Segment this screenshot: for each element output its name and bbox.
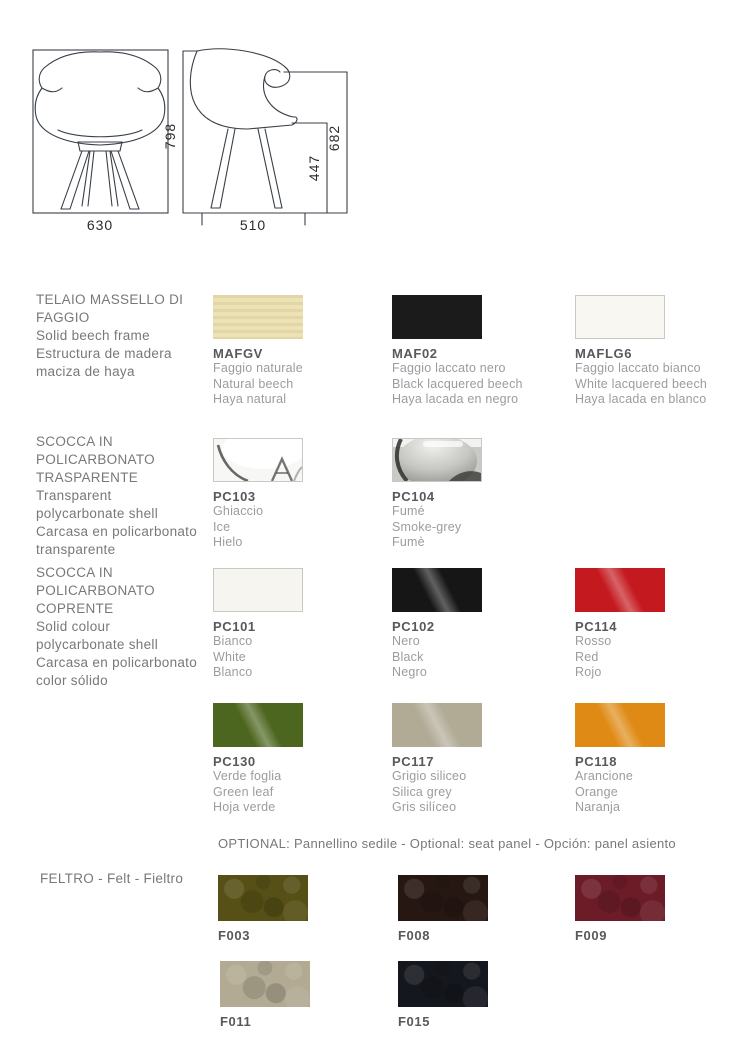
swatch-code: PC118 [575,754,618,769]
swatch-cell-f008 [398,875,528,943]
swatch-code: F015 [398,1014,431,1029]
swatch-code: PC117 [392,754,435,769]
swatch-pc118 [575,703,665,747]
section-frame-description [36,291,183,381]
swatch-desc-en: White [213,649,246,664]
swatch-code: PC114 [575,619,618,634]
section-title-line: TRASPARENTE [36,470,139,485]
swatch-desc-it: Arancione [575,769,634,783]
swatch-cell-maflg6 [575,295,708,408]
swatch-f009 [575,875,665,921]
dim-height-back: 682 [326,124,342,152]
dim-height-seat: 447 [306,154,322,182]
swatch-desc-es: Fumè [392,535,425,549]
section-desc-line: polycarbonate shell [36,506,159,521]
front-dim-box [33,50,168,213]
section-desc-line: polycarbonate shell [36,637,159,652]
swatch-code: MAF02 [392,346,438,361]
swatch-cell-pc101 [213,568,343,681]
swatch-code: MAFGV [213,346,263,361]
swatch-desc-es: Haya natural [213,392,287,406]
section-title-line: SCOCCA IN [36,565,113,580]
section-title-line: SCOCCA IN [36,434,113,449]
swatch-desc-it: Bianco [213,634,253,648]
swatch-desc-en: Smoke-grey [392,519,462,534]
section-title-line: COPRENTE [36,601,114,616]
swatch-code: PC101 [213,619,256,634]
swatch-desc-it: Faggio laccato nero [392,361,506,375]
swatch-cell-pc102 [392,568,522,681]
swatch-desc-es: Rojo [575,665,602,679]
swatch-cell-mafgv [213,295,343,408]
swatch-cell-pc117 [392,703,522,816]
swatch-cell-maf02 [392,295,522,408]
section-title-line: POLICARBONATO [36,452,155,467]
optional-seat-panel-note: OPTIONAL: Pannellino sedile - Optional: seat panel - Opción: panel asiento [218,836,676,851]
swatch-desc-es: Haya lacada en blanco [575,392,707,406]
section-title-line: POLICARBONATO [36,583,155,598]
section-desc-line: maciza de haya [36,364,135,379]
swatch-code: PC103 [213,489,256,504]
swatch-desc-it: Rosso [575,634,612,648]
section-desc-line: Estructura de madera [36,346,172,361]
swatch-code: MAFLG6 [575,346,633,361]
swatch-code: PC130 [213,754,256,769]
swatch-desc-it: Ghiaccio [213,504,264,518]
swatch-f008 [398,875,488,921]
swatch-desc-it: Nero [392,634,420,648]
swatch-desc-it: Faggio laccato bianco [575,361,701,375]
swatch-code: F003 [218,928,251,943]
swatch-desc-it: Faggio naturale [213,361,303,375]
swatch-mafgv [213,295,303,339]
section-title-line: TELAIO MASSELLO DI [36,292,184,307]
swatch-desc-it: Grigio siliceo [392,769,467,783]
swatch-pc101 [213,568,303,612]
swatch-cell-pc130 [213,703,343,816]
side-arm-swoosh [197,49,290,87]
section-desc-line: Transparent [36,488,112,503]
chair-dimension-svg [30,38,370,238]
section-transparent-description [36,433,197,559]
swatch-cell-f011 [220,961,350,1029]
swatch-desc-en: Red [575,649,599,664]
swatch-desc-en: Orange [575,784,618,799]
dim-height-total: 798 [162,122,178,150]
swatch-desc-es: Naranja [575,800,621,814]
swatch-desc-en: Natural beech [213,376,294,391]
side-seat-inner [264,76,293,117]
swatch-desc-es: Blanco [213,665,253,679]
swatch-f011 [220,961,310,1007]
swatch-desc-es: Hielo [213,535,243,549]
section-desc-line: Solid beech frame [36,328,150,343]
section-title-line: FAGGIO [36,310,90,325]
dim-front-width: 630 [86,217,114,233]
swatch-f015 [398,961,488,1007]
swatch-desc-en: Black lacquered beech [392,376,523,391]
swatch-f003 [218,875,308,921]
section-desc-line: Carcasa en policarbonato [36,655,198,670]
dimension-drawing [30,38,370,238]
swatch-desc-en: Green leaf [213,784,274,799]
swatch-desc-it: Verde foglia [213,769,282,783]
side-back-seat [190,51,297,129]
swatch-desc-es: Hoja verde [213,800,276,814]
swatch-cell-f009 [575,875,705,943]
swatch-pc117 [392,703,482,747]
swatch-desc-es: Negro [392,665,428,679]
swatch-pc102 [392,568,482,612]
dim-side-width: 510 [239,217,267,233]
swatch-cell-pc118 [575,703,705,816]
felt-section-label: FELTRO - Felt - Fieltro [40,871,184,886]
swatch-desc-en: Silica grey [392,784,452,799]
pc103-photo [214,439,302,481]
section-desc-line: color sólido [36,673,108,688]
section-desc-line: Solid colour [36,619,111,634]
swatch-pc130 [213,703,303,747]
swatch-desc-en: Ice [213,519,231,534]
swatch-desc-en: White lacquered beech [575,376,708,391]
swatch-maf02 [392,295,482,339]
swatch-cell-f015 [398,961,528,1029]
front-shell-outline [35,52,165,145]
swatch-desc-es: Gris silíceo [392,800,457,814]
swatch-cell-pc114 [575,568,705,681]
pc104-photo [393,439,481,481]
section-solid-description [36,564,197,690]
swatch-cell-pc104 [392,438,522,551]
swatch-code: F011 [220,1014,252,1029]
swatch-cell-f003 [218,875,348,943]
swatch-maflg6 [575,295,665,339]
swatch-desc-es: Haya lacada en negro [392,392,519,406]
swatch-cell-pc103 [213,438,343,551]
section-desc-line: Carcasa en policarbonato [36,524,198,539]
swatch-code: F008 [398,928,431,943]
swatch-desc-it: Fumé [392,504,425,518]
swatch-code: PC102 [392,619,435,634]
swatch-pc104 [392,438,482,482]
swatch-code: PC104 [392,489,435,504]
swatch-pc114 [575,568,665,612]
swatch-desc-en: Black [392,649,424,664]
section-desc-line: transparente [36,542,116,557]
swatch-pc103 [213,438,303,482]
swatch-code: F009 [575,928,608,943]
